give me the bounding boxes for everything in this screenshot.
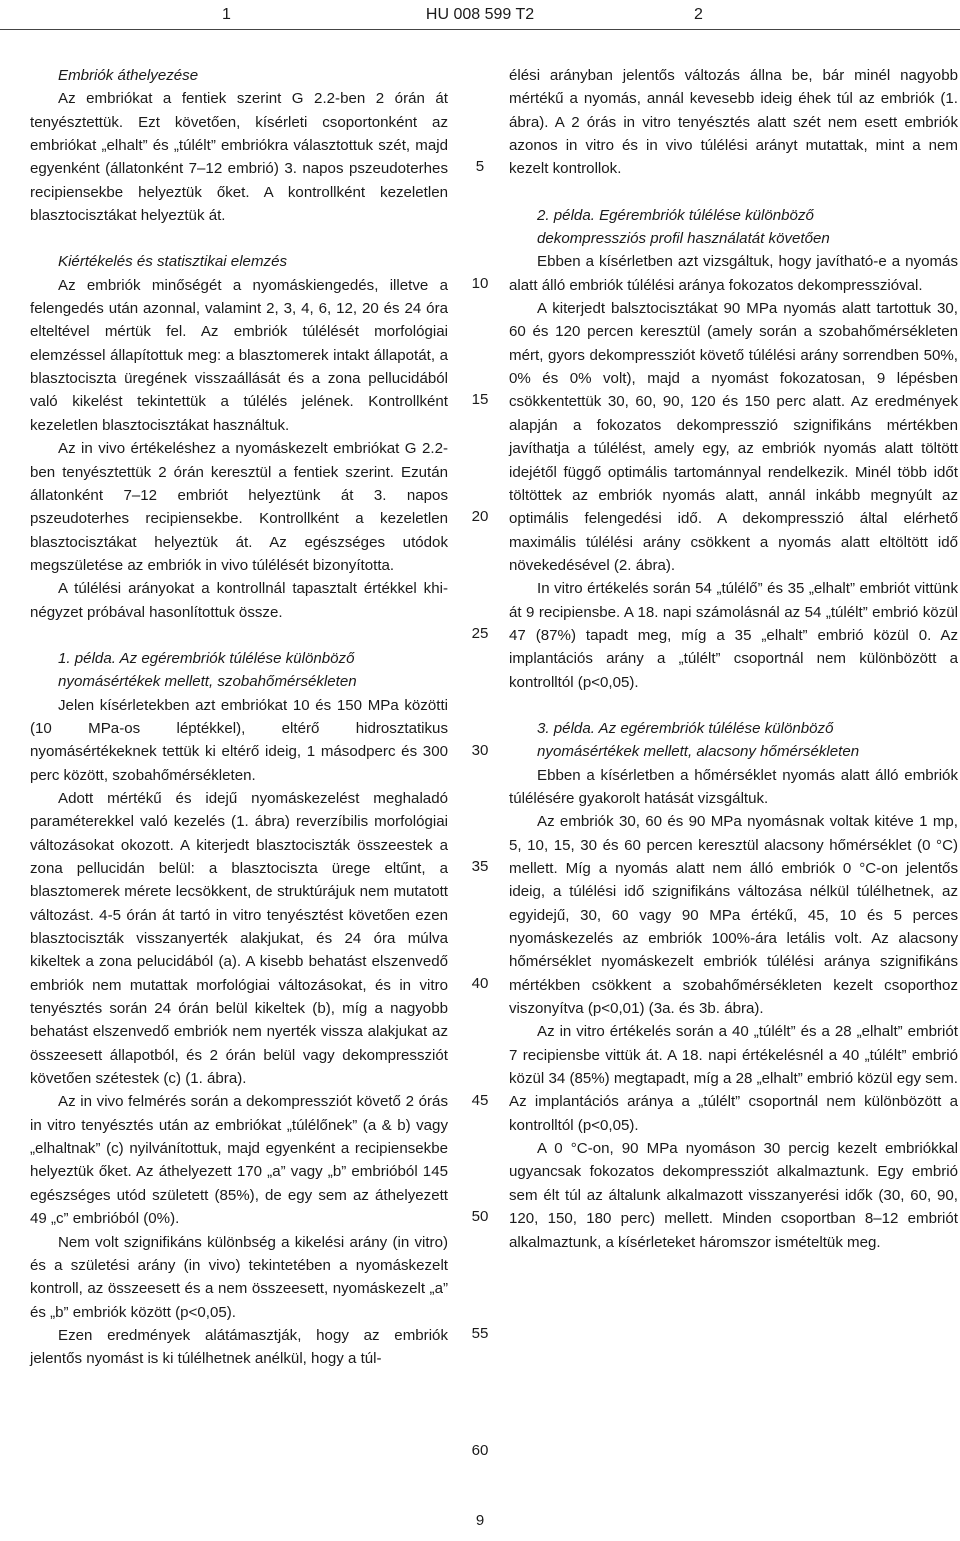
paragraph: In vitro értékelés során 54 „túlélő” és 35 „elhalt” embriót vittünk át 9 recipiensbe. A 18. napi számolásnál az 54 „túlélt” embrió közül 47 (87%) tapadt meg, míg a 35 „elhalt” embrió közül 0. Az implantációs arány a „túlélt” csoportnál nem különbözött a kontrolltól (p<0,05). [509, 580, 958, 691]
line-number: 20 [471, 508, 489, 526]
paragraph: Ezen eredmények alátámasztják, hogy az embriók jelentős nyomást is ki túlélhetnek anélkül, hogy a túl- [30, 1326, 448, 1368]
right-column [509, 64, 958, 1254]
paragraph: Ebben a kísérletben a hőmérséklet nyomás alatt álló embriók túlélésére gyakorolt hatását vizsgáltuk. [509, 766, 958, 807]
header-page-left: 1 [222, 6, 231, 23]
paragraph: Az in vitro értékelés során a 40 „túlélt” és a 28 „elhalt” embriót 7 recipiensbe vittük át. A 18. napi értékelésnél a 40 „túlélt” embrió közül 34 (85%) megtapadt, míg a 28 „elhalt” embrió közül egy sem. Az implantációs aránya a „túlélt” csoportnál nem különbözött a kontrolltól (p<0,05). [509, 1023, 958, 1134]
paragraph: Az in vivo felmérés során a dekompressziót követő 2 órás in vitro tenyésztés után az embriókat „túlélőnek” (a & b) vagy „elhaltnak” (c) nyilvánítottuk, majd egyenként a recipiensekbe helyeztük őket. Az áthelyezett 170 „a” vagy „b” embrióból 145 egészséges utód született (85%), de egy sem az áthelyezett 49 „c” embrióból (0%). [30, 1093, 448, 1228]
paragraph: Az embriók 30, 60 és 90 MPa nyomásnak voltak kitéve 1 mp, 5, 10, 15, 30 és 60 percen keresztül alacsony hőmérséklet (0 °C) mellett. Míg a nyomás alatt nem álló embriók 0 °C-on jelentős ideig, a túlélési idő szignifikáns változása nélkül túlélhetnek, az egyidejű, 30, 60 vagy 90 MPa értékű, 45, 10 és 5 perces nyomáskezelés az embriók 100%-ára letális volt. Az alacsony hőmérséklet nyomáskezelt embriók túlélési aránya szignifikáns mértékben csökkent a szobahőmérsékleten kezelt csoporthoz viszonyítva (p<0,01) (3a. és 3b. ábra). [509, 813, 958, 1018]
paragraph: Az embriókat a fentiek szerint G 2.2-ben 2 órán át tenyésztettük. Ezt követően, kísérleti csoportonként az embriókat „elhalt” és „túlélt” embriókra választottuk szét, majd egyenként (állatonként 7–12 embrió) 3. napos pszeudoterhes recipiensekbe helyeztük őket. A kontrollként kezeletlen blasztocisztákat helyeztük át. [30, 90, 448, 225]
section-heading: 3. példa. Az egérembriók túlélése különböző [537, 719, 834, 737]
header-page-right: 2 [694, 6, 703, 23]
paragraph: A túlélési arányokat a kontrollnál tapasztalt értékkel khi-négyzet próbával hasonlítottuk össze. [30, 580, 448, 621]
line-number: 45 [471, 1091, 489, 1109]
line-number: 15 [471, 391, 489, 409]
section-heading: Embriók áthelyezése [58, 67, 199, 84]
section-heading: dekompressziós profil használatát követően [537, 230, 830, 248]
line-number: 50 [471, 1208, 489, 1226]
section-heading: Kiértékelés és statisztikai elemzés [58, 253, 288, 271]
paragraph: A 0 °C-on, 90 MPa nyomáson 30 percig kezelt embriókkal ugyancsak fokozatos dekompressziót alkalmaztunk. Egy embrió sem élt túl az általunk alkalmazott visszanyerési idők (30, 60, 90, 120, 150, 180 perc) mellett. Minden csoportban 8–12 embriót alkalmaztunk, a kísérleteket háromszor ismételtük meg. [509, 1140, 958, 1251]
line-number: 30 [471, 741, 489, 759]
section-heading: nyomásértékek mellett, alacsony hőmérsékleten [537, 743, 860, 761]
line-number: 60 [471, 1441, 489, 1459]
section-heading: nyomásértékek mellett, szobahőmérsékleten [58, 673, 357, 691]
paragraph: Jelen kísérletekben azt embriókat 10 és 150 MPa közötti (10 MPa-os léptékkel), eltérő hidrosztatikus nyomásértékeknek tettük ki eltérő ideig, 1 másodperc és 300 perc között, szobahőmérsékleten. [30, 696, 448, 784]
section-heading: 1. példa. Az egérembriók túlélése különböző [58, 649, 355, 667]
paragraph: Nem volt szignifikáns különbség a kikelési arány (in vitro) és a születési arány (in vivo) tekintetében a nyomáskezelt kontroll, az összeesett és a nem összeesett, nyomáskezelt „a” és „b” embriók között (p<0,05). [30, 1233, 448, 1321]
line-number: 10 [471, 274, 489, 292]
header-doc-id: HU 008 599 T2 [425, 6, 535, 23]
line-number: 5 [475, 158, 485, 175]
paragraph: Az embriók minőségét a nyomáskiengedés, illetve a felengedés után azonnal, valamint 2, 3, 4, 6, 12, 20 és 24 óra elteltével mértük fel. Az embriók túlélését morfológiai elemzéssel állapítottuk meg: a blasztomerek intakt állapotát, a blasztociszta üregének visszaállását és a zona pellucidából való kikelést tekintettük a túlélés jelének. Kontrollként kezeletlen blasztocisztákat használtuk. [30, 276, 448, 434]
left-column [30, 64, 448, 1371]
section-heading: 2. példa. Egérembriók túlélése különböző [537, 206, 814, 224]
line-number: 40 [471, 974, 489, 992]
paragraph: Adott mértékű és idejű nyomáskezelést meghaladó paraméterekkel való kezelés (1. ábra) reverzíbilis morfológiai változásokat okozott. A kiterjedt blasztociszták összeestek a zona pellucidán belül: a blasztociszta ürege eltűnt, a blasztomerek mérete lecsökkent, de struktúrájuk nem mutatott változást. 4-5 órán át tartó in vitro tenyésztést követően ezen blasztociszták visszanyerték alakjukat, és 24 óra múlva kikeltek a zona pelucidából (a). A kisebb behatást elszenvedő embriók nem mutattak morfológiai változásokat, és in vitro tenyésztés során 24 órán belül kikeltek (b), míg a nagyobb behatást elszenvedő embriók nem nyerték vissza alakjukat az összeesett állapotból, és 2 órán belül vagy dekompressziót követően szétestek (c) (1. ábra). [30, 789, 448, 1088]
line-number: 25 [471, 624, 489, 642]
header-rule [0, 29, 960, 30]
paragraph: A kiterjedt balsztocisztákat 90 MPa nyomás alatt tartottuk 30, 60 és 120 percen keresztül (amely során a szobahőmérsékleten mért, gyors dekompressziót követő túlélési arány sorrendben 50%, 0% és 0% volt), majd a nyomást fokozatosan, 9 lépésben csökkentettük 30, 60, 90, 120 és 150 perc alatt. Az eredmények alapján a fokozatos dekompresszió szignifikáns mértékben javíthatja a túlélést, amely egy, az embriók nyomás alatt töltött idejétől függő optimális tartománnyal rendelkezik. Minél több időt töltöttek az embriók nyomás alatt, annál inkább megnyúlt az optimális felengedési idő. A dekompresszió által elérhető maximális túlélési arány csökkent a nyomás alatt eltöltött idő növekedésével (2. ábra). [509, 300, 958, 574]
paragraph: Az in vivo értékeléshez a nyomáskezelt embriókat G 2.2-ben tenyésztettük 2 órán keresztül a fentiek szerint. Ezután állatonként 7–12 embriót helyeztünk át 3. napos pszeudoterhes recipiensekbe. Kontrollként a kezeletlen blasztocisztákat helyeztük át. Az egészséges utódok megszületése az embriók in vivo túlélését bizonyította. [30, 440, 448, 574]
line-number: 35 [471, 858, 489, 876]
page-number-footer: 9 [475, 1512, 485, 1529]
paragraph: élési arányban jelentős változás állna be, bár minél nagyobb mértékű a nyomás, annál kevesebb ideig éhek túl az embriók (1. ábra). A 2 órás in vitro tenyésztés alatt szét nem esett embriók azonos in vitro és in vivo túlélési arányt mutattak, mint a nem kezelt kontrollok. [509, 67, 958, 178]
paragraph: Ebben a kísérletben azt vizsgáltuk, hogy javítható-e a nyomás alatt álló embriók túlélési aránya fokozatos dekompresszióval. [509, 253, 958, 294]
line-number: 55 [471, 1325, 489, 1342]
